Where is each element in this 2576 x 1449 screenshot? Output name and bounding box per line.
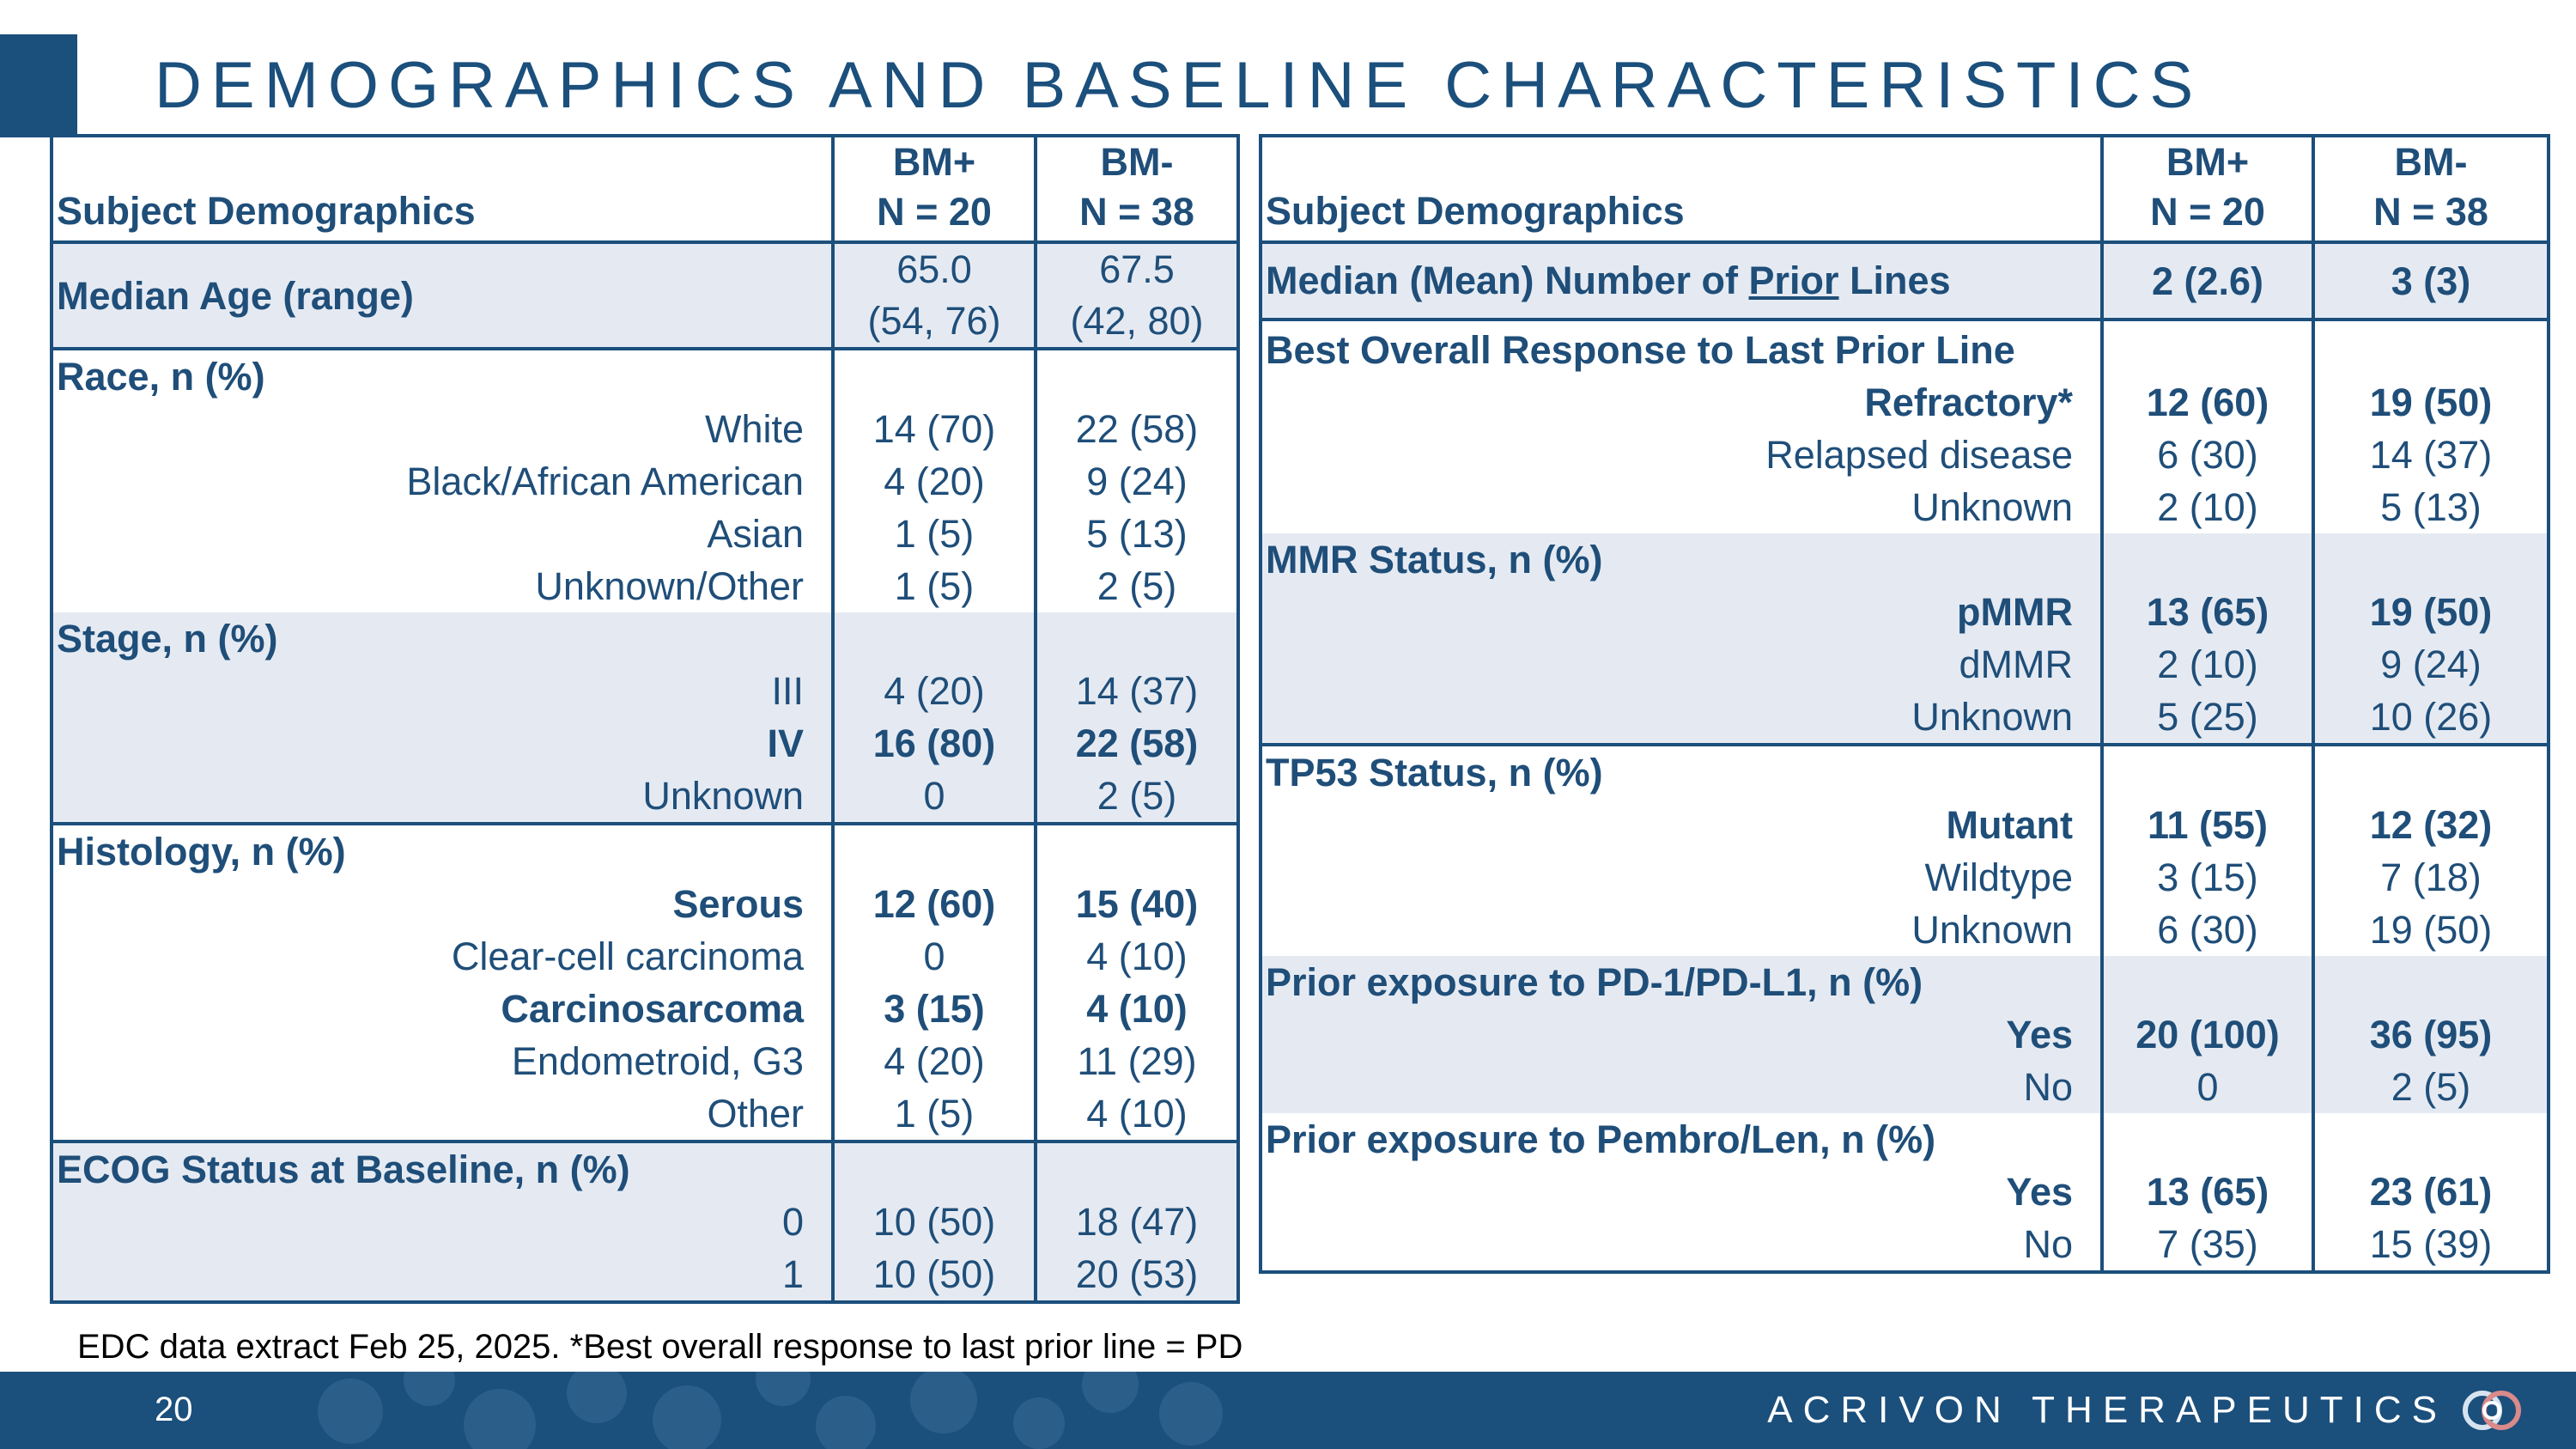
table-cell bbox=[833, 612, 1036, 665]
table-cell: 18 (47) bbox=[1036, 1196, 1238, 1248]
table-cell: dMMR bbox=[1261, 638, 2102, 691]
table-row bbox=[1261, 691, 2549, 745]
table-cell: III bbox=[52, 665, 833, 717]
table-cell: Endometroid, G3 bbox=[511, 1039, 804, 1083]
company-name: ACRIVON THERAPEUTICS bbox=[1767, 1389, 2447, 1431]
table-cell: 12 (60) bbox=[2102, 376, 2313, 429]
bm-negative-header: BM- N = 38 bbox=[2313, 136, 2549, 242]
decorative-dot bbox=[756, 1372, 811, 1406]
table-cell: 20 (100) bbox=[2102, 1008, 2313, 1061]
table-cell: 4 (10) bbox=[1036, 983, 1238, 1035]
table-cell: Unknown bbox=[1911, 908, 2073, 952]
table-cell: 14 (70) bbox=[833, 403, 1036, 455]
table-cell: 6 (30) bbox=[2102, 429, 2313, 481]
category-row bbox=[1261, 745, 2549, 799]
table-cell: 15 (39) bbox=[2313, 1218, 2549, 1272]
table-cell: 19 (50) bbox=[2313, 376, 2549, 429]
bm-negative-header: BM- N = 38 bbox=[1036, 136, 1238, 242]
mmr-label: MMR Status, n (%) bbox=[1261, 533, 2102, 586]
table-cell: 9 (24) bbox=[2313, 638, 2549, 691]
table-cell: 10 (50) bbox=[833, 1248, 1036, 1302]
table-cell: 4 (20) bbox=[833, 1035, 1036, 1087]
table-row bbox=[52, 1087, 1238, 1142]
table-row bbox=[52, 665, 1238, 717]
table-row bbox=[52, 930, 1238, 983]
table-cell: Carcinosarcoma bbox=[501, 987, 804, 1031]
decorative-dot bbox=[910, 1372, 977, 1434]
table-cell: Unknown bbox=[1261, 691, 2102, 745]
table-cell bbox=[1036, 824, 1238, 878]
table-cell bbox=[2313, 533, 2549, 586]
table-cell: Other bbox=[707, 1092, 804, 1135]
table-row bbox=[1261, 851, 2549, 904]
category-row bbox=[52, 824, 1238, 878]
category-row bbox=[52, 1142, 1238, 1196]
table-cell: 1 (5) bbox=[833, 508, 1036, 560]
table-cell: Black/African American bbox=[406, 460, 804, 503]
table-cell: 0 bbox=[52, 1196, 833, 1248]
table-row bbox=[52, 1196, 1238, 1248]
table-row bbox=[52, 508, 1238, 560]
table-cell bbox=[1036, 1142, 1238, 1196]
table-header-row bbox=[52, 136, 1238, 242]
table-cell: 0 bbox=[833, 930, 1036, 983]
table-row bbox=[1261, 586, 2549, 638]
table-cell: 12 (60) bbox=[833, 878, 1036, 930]
table-row bbox=[52, 717, 1238, 770]
table-cell: 2 (5) bbox=[2313, 1061, 2549, 1113]
table-cell: 11 (29) bbox=[1036, 1035, 1238, 1087]
table-cell bbox=[833, 1142, 1036, 1196]
company-logo-icon bbox=[2459, 1387, 2524, 1434]
table-cell: 2 (2.6) bbox=[2102, 242, 2313, 320]
table-cell: 2 (5) bbox=[1036, 770, 1238, 824]
table-cell: 4 (10) bbox=[1036, 1087, 1238, 1142]
title-accent-block bbox=[0, 34, 77, 137]
table-cell: 15 (40) bbox=[1036, 878, 1238, 930]
page-title: DEMOGRAPHICS AND BASELINE CHARACTERISTICS bbox=[155, 49, 2203, 122]
table-cell bbox=[1036, 349, 1238, 403]
table-cell: 19 (50) bbox=[2313, 586, 2549, 638]
table-cell: 19 (50) bbox=[2313, 904, 2549, 956]
table-cell: 14 (37) bbox=[1036, 665, 1238, 717]
subject-demographics-header: Subject Demographics bbox=[52, 136, 833, 242]
table-cell bbox=[2313, 745, 2549, 799]
table-cell: 2 (5) bbox=[1036, 560, 1238, 612]
table-cell bbox=[833, 349, 1036, 403]
table-cell bbox=[2313, 1113, 2549, 1166]
prior-lines-label: Median (Mean) Number of Prior Lines bbox=[1261, 242, 2102, 320]
table-cell bbox=[2102, 1113, 2313, 1166]
table-cell: 6 (30) bbox=[2102, 904, 2313, 956]
table-cell: Unknown bbox=[52, 770, 833, 824]
decorative-dot bbox=[318, 1379, 383, 1444]
bm-positive-header: BM+ N = 20 bbox=[833, 136, 1036, 242]
table-cell: 13 (65) bbox=[2102, 586, 2313, 638]
table-cell: 1 (5) bbox=[833, 560, 1036, 612]
table-cell: 0 bbox=[833, 770, 1036, 824]
table-cell: 7 (35) bbox=[2102, 1218, 2313, 1272]
table-cell: 4 (20) bbox=[833, 665, 1036, 717]
category-row bbox=[1261, 1113, 2549, 1166]
bm-positive-header: BM+ N = 20 bbox=[2102, 136, 2313, 242]
table-cell bbox=[833, 824, 1036, 878]
table-row bbox=[52, 1035, 1238, 1087]
table-cell: 3 (3) bbox=[2313, 242, 2549, 320]
table-cell: 20 (53) bbox=[1036, 1248, 1238, 1302]
prior-lines-row bbox=[1261, 242, 2549, 320]
table-cell: pMMR bbox=[1261, 586, 2102, 638]
page-number: 20 bbox=[155, 1391, 193, 1428]
table-cell: 1 (5) bbox=[833, 1087, 1036, 1142]
table-row bbox=[52, 770, 1238, 824]
table-cell: 22 (58) bbox=[1036, 717, 1238, 770]
footnote: EDC data extract Feb 25, 2025. *Best overall response to last prior line = PD bbox=[77, 1328, 1243, 1366]
table-row bbox=[1261, 429, 2549, 481]
pembro-label: Prior exposure to Pembro/Len, n (%) bbox=[1266, 1117, 1936, 1161]
category-row bbox=[1261, 533, 2549, 586]
category-row bbox=[1261, 956, 2549, 1008]
table-cell bbox=[2313, 320, 2549, 376]
table-cell: 5 (13) bbox=[1036, 508, 1238, 560]
table-cell: Wildtype bbox=[1924, 855, 2073, 899]
table-cell: Unknown/Other bbox=[535, 564, 804, 608]
table-cell: Clear-cell carcinoma bbox=[451, 935, 804, 978]
table-header-row bbox=[1261, 136, 2549, 242]
table-cell bbox=[2102, 745, 2313, 799]
table-cell: 9 (24) bbox=[1036, 455, 1238, 508]
table-cell: Yes bbox=[2006, 1170, 2073, 1214]
table-cell: Asian bbox=[707, 512, 804, 556]
table-cell: Yes bbox=[1261, 1008, 2102, 1061]
table-cell: Serous bbox=[672, 882, 804, 926]
table-cell: No bbox=[2023, 1222, 2073, 1266]
table-row bbox=[1261, 1166, 2549, 1218]
table-row bbox=[52, 1248, 1238, 1302]
decorative-dot bbox=[567, 1372, 627, 1423]
decorative-dot bbox=[653, 1385, 721, 1449]
decorative-dot bbox=[1082, 1372, 1139, 1413]
table-cell: 3 (15) bbox=[2102, 851, 2313, 904]
stage-label: Stage, n (%) bbox=[52, 612, 833, 665]
category-row bbox=[52, 349, 1238, 403]
table-cell: 7 (18) bbox=[2313, 851, 2549, 904]
table-cell: Unknown bbox=[1911, 485, 2073, 529]
table-row bbox=[1261, 904, 2549, 956]
pd1-label: Prior exposure to PD-1/PD-L1, n (%) bbox=[1261, 956, 2102, 1008]
median-age-label: Median Age (range) bbox=[52, 242, 833, 349]
table-row bbox=[52, 560, 1238, 612]
table-row bbox=[52, 878, 1238, 930]
table-cell: 10 (50) bbox=[833, 1196, 1036, 1248]
category-row bbox=[1261, 320, 2549, 376]
median-age-pos: 65.0 (54, 76) bbox=[833, 242, 1036, 349]
table-row bbox=[52, 983, 1238, 1035]
table-cell: No bbox=[1261, 1061, 2102, 1113]
table-cell: 23 (61) bbox=[2313, 1166, 2549, 1218]
median-age-neg: 67.5 (42, 80) bbox=[1036, 242, 1238, 349]
table-cell: 13 (65) bbox=[2102, 1166, 2313, 1218]
demographics-table-left bbox=[50, 134, 1240, 1304]
ecog-label: ECOG Status at Baseline, n (%) bbox=[52, 1142, 833, 1196]
table-cell: 0 bbox=[2102, 1061, 2313, 1113]
table-row bbox=[1261, 1218, 2549, 1272]
table-cell: 11 (55) bbox=[2102, 799, 2313, 851]
table-cell bbox=[2102, 956, 2313, 1008]
table-row bbox=[1261, 1061, 2549, 1113]
decorative-dot bbox=[816, 1396, 876, 1449]
table-cell: 2 (10) bbox=[2102, 481, 2313, 533]
table-cell: Relapsed disease bbox=[1765, 433, 2073, 477]
table-cell: 14 (37) bbox=[2313, 429, 2549, 481]
table-cell: 36 (95) bbox=[2313, 1008, 2549, 1061]
table-cell bbox=[2102, 320, 2313, 376]
tp53-label: TP53 Status, n (%) bbox=[1261, 745, 2102, 799]
table-cell: 22 (58) bbox=[1036, 403, 1238, 455]
table-cell: 10 (26) bbox=[2313, 691, 2549, 745]
category-row bbox=[52, 612, 1238, 665]
best-response-label: Best Overall Response to Last Prior Line bbox=[1261, 320, 2102, 376]
table-row bbox=[52, 455, 1238, 508]
table-cell: 3 (15) bbox=[833, 983, 1036, 1035]
table-cell: 1 bbox=[52, 1248, 833, 1302]
table-row bbox=[52, 403, 1238, 455]
footer-bar bbox=[0, 1372, 2576, 1449]
median-age-row bbox=[52, 242, 1238, 349]
table-cell: 5 (13) bbox=[2313, 481, 2549, 533]
demographics-table-right bbox=[1259, 134, 2550, 1274]
table-cell bbox=[2102, 533, 2313, 586]
table-cell: 5 (25) bbox=[2102, 691, 2313, 745]
subject-demographics-header: Subject Demographics bbox=[1261, 136, 2102, 242]
table-row bbox=[1261, 799, 2549, 851]
race-label: Race, n (%) bbox=[52, 349, 833, 403]
table-cell: 2 (10) bbox=[2102, 638, 2313, 691]
decorative-dot bbox=[404, 1372, 455, 1406]
table-cell: White bbox=[704, 407, 804, 451]
table-row bbox=[1261, 1008, 2549, 1061]
table-row bbox=[1261, 638, 2549, 691]
table-row bbox=[1261, 481, 2549, 533]
table-cell: IV bbox=[52, 717, 833, 770]
decorative-dot bbox=[1159, 1382, 1223, 1446]
table-cell: 4 (10) bbox=[1036, 930, 1238, 983]
table-cell: 4 (20) bbox=[833, 455, 1036, 508]
table-row bbox=[1261, 376, 2549, 429]
table-cell: 16 (80) bbox=[833, 717, 1036, 770]
decorative-dot bbox=[464, 1389, 536, 1449]
table-cell: Refractory* bbox=[1864, 381, 2073, 424]
table-cell: 12 (32) bbox=[2313, 799, 2549, 851]
table-cell bbox=[2313, 956, 2549, 1008]
histology-label: Histology, n (%) bbox=[52, 824, 833, 878]
table-cell bbox=[1036, 612, 1238, 665]
table-cell: Mutant bbox=[1946, 803, 2073, 847]
decorative-dot bbox=[1013, 1397, 1065, 1449]
